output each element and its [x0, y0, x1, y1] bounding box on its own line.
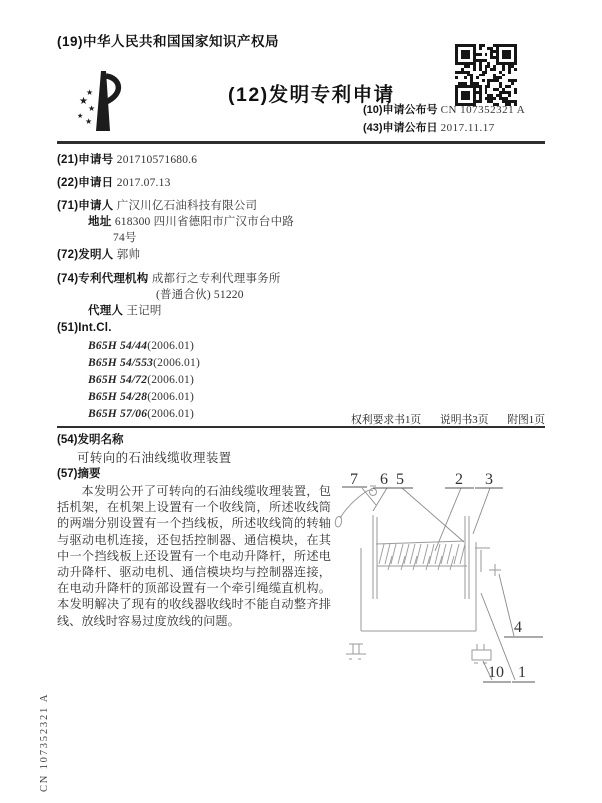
cable-and-pulley — [335, 486, 376, 527]
classification-row — [88, 340, 194, 352]
publication-date-label: (43)申请公布日 — [363, 122, 438, 134]
ref-numeral-10: 10 — [488, 664, 504, 681]
pages-description: 说明书3页 — [439, 414, 489, 426]
agency-line2: (普通合伙) 51220 — [156, 289, 244, 301]
classification-row — [88, 374, 194, 386]
inventor-row — [57, 246, 140, 262]
header-divider — [57, 141, 545, 144]
document-type-title: (12)发明专利申请 — [228, 84, 395, 106]
side-publication-number: CN 107352321 A — [39, 692, 50, 792]
pages-claims: 权利要求书1页 — [351, 414, 422, 426]
intcl-row — [57, 322, 112, 334]
classification-version: (2006.01) — [153, 357, 200, 369]
classification-code: B65H 54/553 — [88, 357, 154, 369]
publication-number-row — [363, 101, 525, 117]
publication-date-row — [363, 119, 495, 135]
ref-numeral-7: 7 — [350, 471, 358, 488]
svg-text:★: ★ — [85, 117, 93, 126]
agent-label: 代理人 — [88, 305, 124, 317]
svg-text:★: ★ — [77, 113, 84, 120]
svg-text:★: ★ — [86, 88, 94, 97]
classification-code: B65H 54/28 — [88, 391, 148, 403]
publication-number-label: (10)申请公布号 — [363, 104, 438, 116]
machine-frame-lines — [346, 515, 501, 663]
abstract-label: (57)摘要 — [57, 468, 101, 480]
ref-numeral-2: 2 — [455, 471, 463, 488]
applicant-label: (71)申请人 — [57, 200, 114, 212]
inventor-value: 郭帅 — [116, 249, 141, 261]
leader-lines — [362, 488, 515, 680]
ref-numeral-5: 5 — [396, 471, 404, 488]
classification-version: (2006.01) — [147, 340, 195, 352]
classification-row — [88, 408, 194, 420]
ref-numeral-1: 1 — [518, 664, 526, 681]
label-underlines — [342, 487, 543, 682]
logo-p-bowl — [106, 76, 118, 102]
filing-date-label: (22)申请日 — [57, 177, 114, 189]
application-number-row — [57, 151, 197, 167]
agent-value: 王记明 — [126, 305, 162, 317]
abstract-text: 本发明公开了可转向的石油线缆收理装置，包括机架，在机架上设置有一个收线筒，所述收线筒的两端分别设置有一个挡线板，所述收线筒的转轴与驱动电机连接，还包括控制器、通信模块，在其中一个挡线板上还设置有一个电动升降杆，所述电动升降杆、驱动电机、通信模块均与控制器连接，在电动升降杆的顶部设置有一个牵引绳缆直机构。本发明解决了现有的收线器收线时不能自动整齐排线、放线时容易过度放线的问题。 — [57, 484, 331, 628]
svg-text:★: ★ — [79, 96, 88, 107]
cable-end-hook — [335, 517, 341, 527]
intcl-label: (51)Int.Cl. — [57, 322, 112, 334]
publication-date-value: 2017.11.17 — [440, 122, 495, 134]
filing-date-value: 2017.07.13 — [116, 177, 171, 189]
patent-drawing-figure — [333, 458, 600, 698]
agency-row — [57, 270, 281, 286]
svg-text:★: ★ — [88, 104, 96, 113]
address-line1: 618300 四川省德阳市广汉市台中路 — [114, 216, 294, 228]
classification-row — [88, 391, 194, 403]
pages-drawings: 附图1页 — [507, 414, 545, 426]
application-number-label: (21)申请号 — [57, 154, 114, 166]
publication-number-value: CN 107352321 A — [440, 104, 526, 116]
ref-numeral-6: 6 — [380, 471, 388, 488]
address-label: 地址 — [88, 216, 112, 228]
cable-curve — [340, 490, 373, 518]
invention-title: 可转向的石油线缆收理装置 — [77, 451, 232, 465]
agency-value: 成都行之专利代理事务所 — [151, 273, 281, 285]
inventor-label: (72)发明人 — [57, 249, 114, 261]
applicant-row — [57, 197, 257, 213]
pulley-icon — [370, 489, 377, 496]
pages-info — [351, 412, 545, 427]
controller-box — [472, 650, 491, 660]
classification-row — [88, 357, 200, 369]
ref-numeral-3: 3 — [485, 471, 493, 488]
classification-version: (2006.01) — [147, 374, 195, 386]
section-divider — [57, 426, 545, 428]
qr-code — [455, 44, 517, 106]
classification-version: (2006.01) — [147, 391, 195, 403]
application-number-value: 201710571680.6 — [116, 154, 198, 166]
address-row — [88, 213, 294, 229]
logo-stars — [77, 88, 95, 126]
classification-code: B65H 54/72 — [88, 374, 148, 386]
agency-row-2 — [156, 286, 244, 302]
address-row-2 — [113, 229, 137, 245]
classification-version: (2006.01) — [147, 408, 195, 420]
applicant-value: 广汉川亿石油科技有限公司 — [116, 200, 258, 212]
classification-code: B65H 57/06 — [88, 408, 148, 420]
agent-row — [88, 302, 162, 318]
agency-label: (74)专利代理机构 — [57, 273, 149, 285]
issuing-office: (19)中华人民共和国国家知识产权局 — [57, 34, 280, 49]
address-line2: 74号 — [113, 232, 137, 244]
filing-date-row — [57, 174, 171, 190]
invention-title-label: (54)发明名称 — [57, 434, 124, 446]
cnipa-logo — [76, 68, 130, 138]
ref-numeral-4: 4 — [514, 619, 522, 636]
classification-code: B65H 54/44 — [88, 340, 148, 352]
